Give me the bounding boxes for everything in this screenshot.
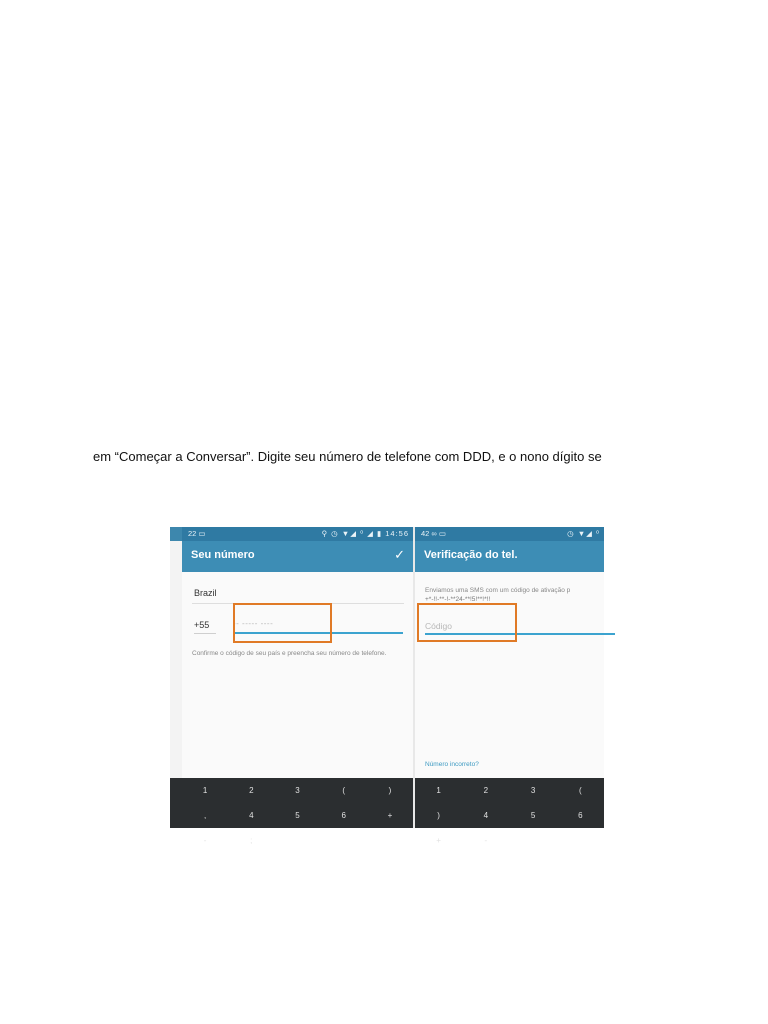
key[interactable]: 2 <box>483 786 489 795</box>
screen-title: Seu número <box>191 549 255 561</box>
previous-screen-edge <box>170 527 182 828</box>
key[interactable]: - <box>484 836 488 845</box>
key[interactable]: + <box>436 836 441 845</box>
confirm-check-icon[interactable]: ✓ <box>394 547 405 562</box>
previous-keypad <box>170 778 182 828</box>
key[interactable]: ; <box>250 836 253 845</box>
key[interactable]: 2 <box>249 786 254 795</box>
masked-phone-number: +*-!!-**-!-**24-**!5!**!*!! <box>425 596 491 603</box>
verification-code-input[interactable]: Código <box>425 621 452 631</box>
key[interactable]: 6 <box>578 811 583 820</box>
highlight-box-phone-number <box>233 603 332 643</box>
status-left: 22 ▭ <box>188 529 206 538</box>
sms-info-line: Enviamos uma SMS com um código de ativação p <box>425 587 571 594</box>
previous-statusbar <box>170 527 182 541</box>
key[interactable]: 3 <box>530 786 536 795</box>
status-bar <box>415 527 604 541</box>
app-bar <box>415 541 604 572</box>
key[interactable]: + <box>387 811 393 820</box>
key[interactable]: 5 <box>295 811 300 820</box>
status-left: 42 ∞ ▭ <box>421 529 446 538</box>
key[interactable]: 5 <box>530 811 536 820</box>
key[interactable]: 3 <box>295 786 300 795</box>
country-code-field[interactable]: +55 <box>194 620 210 630</box>
highlight-box-verification-code <box>417 603 517 642</box>
country-selector[interactable]: Brazil <box>194 588 217 598</box>
key[interactable]: 1 <box>202 786 208 795</box>
document-text-line: em “Começar a Conversar”. Digite seu número de telefone com DDD, e o nono dígito se <box>93 449 602 464</box>
screen-phone-verification <box>415 527 604 845</box>
app-screenshot <box>170 527 604 845</box>
key[interactable]: - <box>203 836 207 845</box>
wrong-number-link[interactable]: Número incorreto? <box>425 761 479 768</box>
key[interactable]: 4 <box>249 811 254 820</box>
status-right: ⚲ ◷ ▼◢ ⁰ ◢ ▮ 14:56 <box>321 529 409 538</box>
app-bar <box>182 541 413 572</box>
screen-your-number <box>182 527 413 845</box>
key[interactable]: ) <box>437 811 440 820</box>
key[interactable]: 4 <box>483 811 489 820</box>
phone-hint-text: Confirme o código de seu país e preencha seu número de telefone. <box>192 650 387 657</box>
key[interactable]: ( <box>579 786 582 795</box>
numeric-keypad <box>182 778 413 845</box>
sms-info-text <box>425 586 615 604</box>
screen-title: Verificação do tel. <box>424 549 518 561</box>
key[interactable]: 1 <box>436 786 441 795</box>
status-right: ◷ ▼◢ ⁰ <box>567 529 600 538</box>
key[interactable]: ( <box>342 786 346 795</box>
country-code-underline <box>194 633 216 634</box>
status-bar <box>182 527 413 541</box>
key[interactable]: ) <box>388 786 392 795</box>
key[interactable]: , <box>203 811 207 820</box>
numeric-keypad <box>415 778 604 845</box>
phone-number-input[interactable]: -- ----- ---- <box>233 619 274 628</box>
key[interactable]: 6 <box>341 811 346 820</box>
